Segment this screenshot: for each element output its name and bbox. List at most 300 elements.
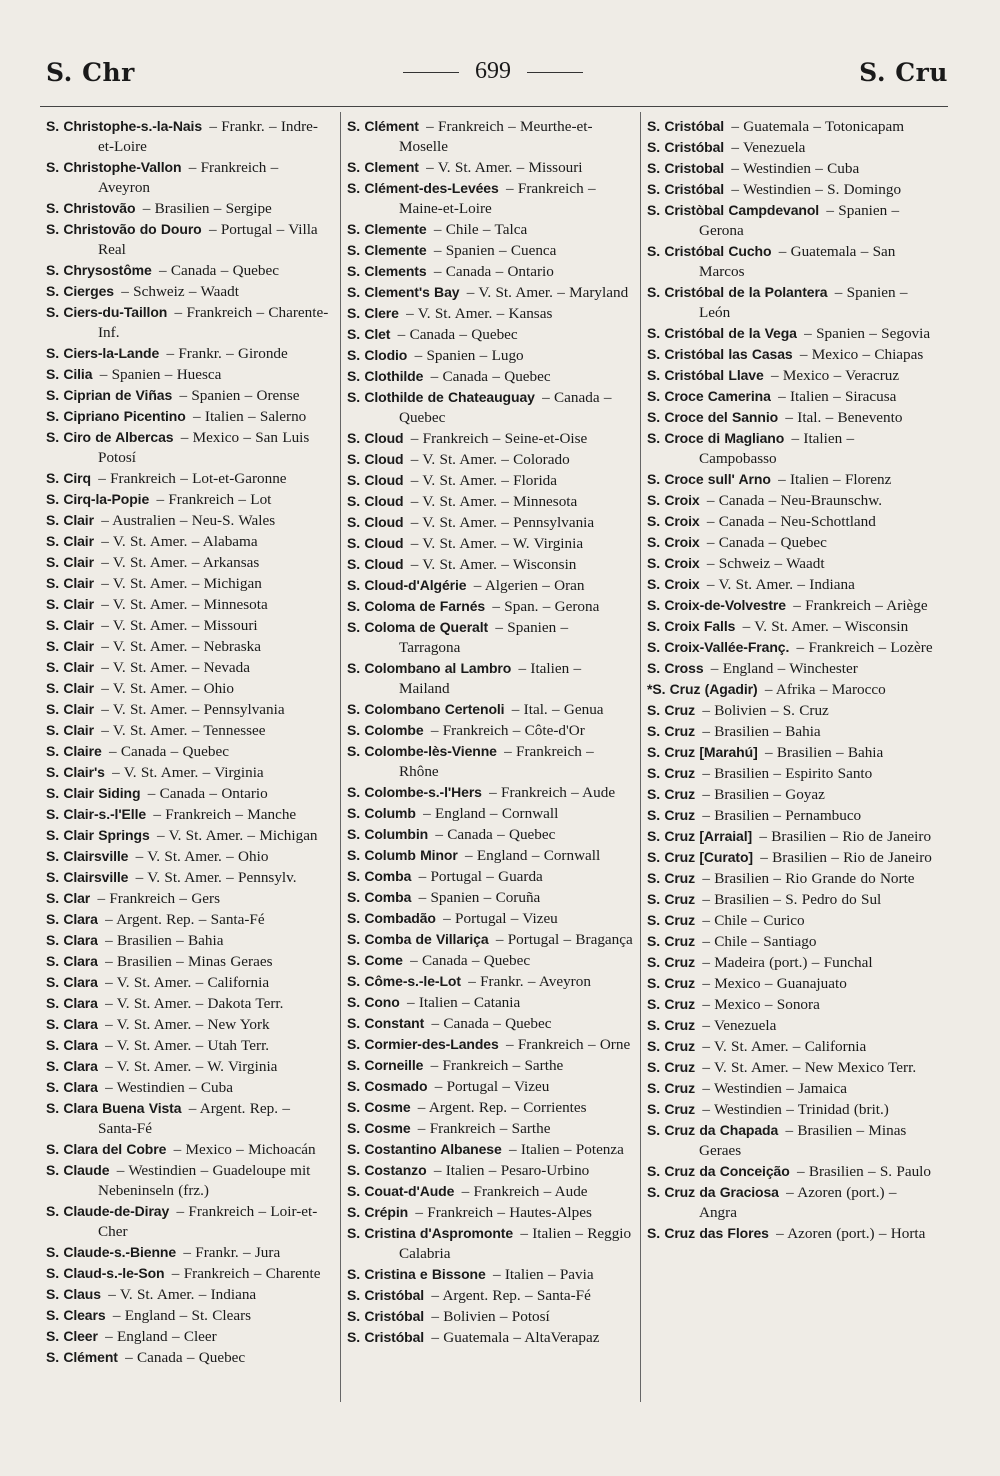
place-name: S. Cloud <box>347 430 404 446</box>
place-location: – Frankr. – Indre-et-Loire <box>98 118 318 155</box>
place-location: – Spanien – Segovia <box>804 325 931 342</box>
gazetteer-entry <box>46 951 332 972</box>
place-location: – V. St. Amer. – Virginia <box>112 764 264 781</box>
place-name: S. Croix-de-Volvestre <box>647 597 786 613</box>
gazetteer-entry <box>647 826 933 847</box>
place-name: S. Cruz <box>647 786 696 802</box>
gazetteer-entry <box>347 908 633 929</box>
gazetteer-entry <box>347 491 633 512</box>
gazetteer-entry <box>46 406 332 427</box>
place-location: – V. St. Amer. – W. Virginia <box>410 535 584 552</box>
place-name: S. Claude-s.-Bienne <box>46 1244 177 1260</box>
gazetteer-entry <box>347 887 633 908</box>
gazetteer-entry <box>347 219 633 240</box>
gazetteer-entry <box>46 260 332 281</box>
place-location: – V. St. Amer. – Wisconsin <box>742 618 909 635</box>
place-name: S. Cirq-la-Popie <box>46 491 150 507</box>
place-location: – Mexico – Veracruz <box>770 367 900 384</box>
place-location: – Bolivien – S. Cruz <box>702 702 829 719</box>
place-name: S. Clair <box>46 680 94 696</box>
gazetteer-entry <box>347 345 633 366</box>
place-name: S. Cruz <box>647 891 696 907</box>
place-name: S. Clears <box>46 1307 106 1323</box>
gazetteer-entry <box>46 573 332 594</box>
place-location: – Italien – Campobasso <box>699 430 855 467</box>
place-location: – Bolivien – Potosí <box>431 1308 550 1325</box>
place-location: – Ital. – Genua <box>511 701 604 718</box>
gazetteer-entry <box>46 993 332 1014</box>
place-location: – Portugal – Villa Real <box>98 221 318 258</box>
place-location: – Frankreich – Maine-et-Loire <box>399 180 596 217</box>
place-location: – Afrika – Marocco <box>764 681 886 698</box>
gazetteer-entry <box>46 657 332 678</box>
place-name: S. Cierges <box>46 283 114 299</box>
place-location: – Argent. Rep. – Santa-Fé <box>431 1287 591 1304</box>
place-location: – Spanien – Coruña <box>418 889 541 906</box>
place-name: S. Cristóbal <box>347 1287 425 1303</box>
place-name: S. Cross <box>647 660 704 676</box>
gazetteer-entry <box>46 1035 332 1056</box>
gazetteer-entry <box>347 387 633 428</box>
place-location: – Schweiz – Waadt <box>121 283 239 300</box>
gazetteer-entry <box>647 763 933 784</box>
place-location: – Guatemala – Totonicapam <box>731 118 905 135</box>
gazetteer-entry <box>647 282 933 323</box>
place-name: S. Cristina e Bissone <box>347 1266 486 1282</box>
place-location: – Brasilien – Rio Grande do Norte <box>702 870 915 887</box>
place-name: S. Cruz <box>647 1059 696 1075</box>
place-name: S. Couat-d'Aude <box>347 1183 455 1199</box>
place-location: – Canada – Quebec <box>125 1349 246 1366</box>
place-name: S. Cruz da Conceição <box>647 1163 790 1179</box>
gazetteer-entry <box>347 950 633 971</box>
gazetteer-entry <box>347 428 633 449</box>
place-name: S. Comba <box>347 868 412 884</box>
place-name: S. Chrysostôme <box>46 262 152 278</box>
gazetteer-entry <box>46 699 332 720</box>
gazetteer-entry <box>347 178 633 219</box>
place-name: S. Claude <box>46 1162 110 1178</box>
place-location: – Westindien – S. Domingo <box>731 181 902 198</box>
place-location: – Brasilien – Pernambuco <box>702 807 862 824</box>
place-name: S. Ciro de Albercas <box>46 429 174 445</box>
gazetteer-entry <box>347 1306 633 1327</box>
gazetteer-entry <box>347 1034 633 1055</box>
gazetteer-entry <box>347 741 633 782</box>
place-name: S. Cristóbal <box>347 1308 425 1324</box>
place-name: S. Columb <box>347 805 416 821</box>
gazetteer-entry <box>647 490 933 511</box>
place-location: – Italien – Mailand <box>399 660 582 697</box>
place-name: S. Clair <box>46 554 94 570</box>
place-name: S. Clair <box>46 722 94 738</box>
place-name: S. Croix <box>647 492 700 508</box>
gazetteer-entry <box>347 554 633 575</box>
place-name: S. Colombe-s.-l'Hers <box>347 784 482 800</box>
gazetteer-entry <box>46 1347 332 1368</box>
place-location: – Brasilien – Minas Geraes <box>699 1122 907 1159</box>
place-name: S. Clara <box>46 911 98 927</box>
place-location: – Mexico – Michoacán <box>173 1141 316 1158</box>
gazetteer-entry <box>347 699 633 720</box>
place-name: S. Columbin <box>347 826 429 842</box>
gazetteer-entry <box>647 994 933 1015</box>
place-name: S. Cosmado <box>347 1078 428 1094</box>
place-location: – V. St. Amer. – Ohio <box>101 680 234 697</box>
gazetteer-entry <box>347 261 633 282</box>
gazetteer-entry <box>46 594 332 615</box>
place-location: – V. St. Amer. – Pennsylvania <box>410 514 595 531</box>
gazetteer-entry <box>46 825 332 846</box>
place-location: – Brasilien – Minas Geraes <box>105 953 273 970</box>
gazetteer-entry <box>647 179 933 200</box>
place-name: S. Cristóbal <box>647 181 725 197</box>
gazetteer-entry <box>647 679 933 700</box>
place-name: S. Costantino Albanese <box>347 1141 502 1157</box>
place-location: – Schweiz – Waadt <box>706 555 825 572</box>
place-location: – V. St. Amer. – Michigan <box>156 827 318 844</box>
place-location: – England – St. Clears <box>112 1307 252 1324</box>
place-name: S. Columb Minor <box>347 847 458 863</box>
gazetteer-entry <box>46 804 332 825</box>
place-name: S. Cruz da Chapada <box>647 1122 779 1138</box>
gazetteer-entry <box>347 1223 633 1264</box>
place-location: – Frankreich – Aveyron <box>98 159 279 196</box>
place-name: S. Cruz [Marahú] <box>647 744 758 760</box>
gazetteer-entry <box>46 846 332 867</box>
gazetteer-entry <box>647 637 933 658</box>
column-divider-1 <box>340 112 341 1402</box>
place-location: – Canada – Quebec <box>431 1015 552 1032</box>
gazetteer-entry <box>46 1284 332 1305</box>
gazetteer-entry <box>46 615 332 636</box>
place-name: S. Cono <box>347 994 400 1010</box>
place-location: – Chile – Santiago <box>702 933 817 950</box>
place-location: – V. St. Amer. – Wisconsin <box>410 556 577 573</box>
place-location: – V. St. Amer. – Nevada <box>101 659 250 676</box>
header-left-keyword: S. Chr <box>46 58 135 87</box>
gazetteer-entry <box>46 552 332 573</box>
place-name: S. Cloud <box>347 556 404 572</box>
place-name: S. Clothilde de Chateauguay <box>347 389 535 405</box>
place-location: – Brasilien – Rio de Janeiro <box>759 828 932 845</box>
place-location: – V. St. Amer. – New York <box>105 1016 270 1033</box>
place-location: – Canada – Quebec <box>430 368 551 385</box>
place-name: S. Cloud-d'Algérie <box>347 577 467 593</box>
place-location: – Frankreich – Charente-Inf. <box>98 304 329 341</box>
place-name: S. Cristóbal <box>347 1329 425 1345</box>
place-name: S. Cruz <box>647 765 696 781</box>
gazetteer-entry <box>46 867 332 888</box>
place-name: S. Croix <box>647 534 700 550</box>
place-location: – Frankreich – Charente <box>171 1265 321 1282</box>
gazetteer-entry <box>347 1097 633 1118</box>
place-name: S. Clement's Bay <box>347 284 460 300</box>
place-name: S. Clair <box>46 512 94 528</box>
place-location: – Brasilien – Goyaz <box>702 786 825 803</box>
header-dash-right <box>527 72 583 73</box>
gazetteer-entry <box>46 1263 332 1284</box>
gazetteer-entry <box>647 1078 933 1099</box>
place-location: – Italien – Catania <box>406 994 521 1011</box>
gazetteer-entry <box>347 596 633 617</box>
gazetteer-entry <box>46 198 332 219</box>
place-name: S. Croix <box>647 555 700 571</box>
gazetteer-entry <box>347 1076 633 1097</box>
gazetteer-entry <box>647 241 933 282</box>
gazetteer-entry <box>46 1098 332 1139</box>
gazetteer-entry <box>347 617 633 658</box>
gazetteer-entry <box>347 1118 633 1139</box>
place-location: – V. St. Amer. – Pennsylvania <box>101 701 285 718</box>
place-location: – Westindien – Cuba <box>105 1079 233 1096</box>
place-name: S. Clair <box>46 533 94 549</box>
gazetteer-entry <box>46 157 332 198</box>
place-name: S. Clemente <box>347 221 427 237</box>
gazetteer-entry <box>46 741 332 762</box>
gazetteer-entry <box>647 323 933 344</box>
place-location: – Westindien – Guadeloupe mit Nebeninseln (frz.) <box>98 1162 311 1199</box>
place-location: – Canada – Ontario <box>433 263 554 280</box>
place-name: S. Ciers-du-Taillon <box>46 304 168 320</box>
place-name: S. Colombano Certenoli <box>347 701 505 717</box>
place-name: S. Clair-s.-l'Elle <box>46 806 147 822</box>
place-location: – Italien – Reggio Calabria <box>399 1225 632 1262</box>
gazetteer-entry <box>647 805 933 826</box>
place-name: S. Cleer <box>46 1328 98 1344</box>
place-name: S. Clar <box>46 890 91 906</box>
place-location: – V. St. Amer. – Michigan <box>101 575 262 592</box>
gazetteer-entry <box>46 1139 332 1160</box>
place-location: – Spanien – Gerona <box>699 202 900 239</box>
place-name: S. Clet <box>347 326 391 342</box>
place-name: S. Cristóbal de la Polantera <box>647 284 828 300</box>
place-name: S. Clara Buena Vista <box>46 1100 182 1116</box>
place-location: – V. St. Amer. – Dakota Terr. <box>105 995 284 1012</box>
place-location: – Italien – Pesaro-Urbino <box>433 1162 590 1179</box>
gazetteer-entry <box>347 720 633 741</box>
place-name: S. Cloud <box>347 514 404 530</box>
place-name: S. Combadão <box>347 910 436 926</box>
gazetteer-entry <box>46 1201 332 1242</box>
gazetteer-entry <box>347 116 633 157</box>
place-location: – V. St. Amer. – Utah Terr. <box>105 1037 270 1054</box>
gazetteer-entry <box>647 428 933 469</box>
place-name: S. Christophe-Vallon <box>46 159 182 175</box>
place-name: S. Cruz [Arraial] <box>647 828 753 844</box>
gazetteer-entry <box>347 470 633 491</box>
place-location: – England – Cornwall <box>465 847 601 864</box>
place-name: S. Clements <box>347 263 427 279</box>
place-name: S. Clair <box>46 596 94 612</box>
gazetteer-entry <box>647 532 933 553</box>
place-name: S. Coloma de Farnés <box>347 598 486 614</box>
gazetteer-entry <box>647 200 933 241</box>
column-divider-2 <box>640 112 641 1402</box>
place-location: – England – Winchester <box>710 660 858 677</box>
gazetteer-entry <box>347 1055 633 1076</box>
gazetteer-entry <box>347 1285 633 1306</box>
place-name: S. Croix <box>647 576 700 592</box>
place-location: – V. St. Amer. – Kansas <box>406 305 553 322</box>
place-location: – Venezuela <box>731 139 806 156</box>
gazetteer-entry <box>647 158 933 179</box>
place-location: – Canada – Ontario <box>147 785 268 802</box>
place-location: – Frankreich – Sarthe <box>430 1057 564 1074</box>
gazetteer-entry <box>46 783 332 804</box>
place-name: S. Clair <box>46 659 94 675</box>
place-location: – Argent. Rep. – Santa-Fé <box>98 1100 290 1137</box>
place-name: S. Claus <box>46 1286 101 1302</box>
gazetteer-entry <box>347 1264 633 1285</box>
gazetteer-entry <box>647 1036 933 1057</box>
gazetteer-entry <box>46 972 332 993</box>
gazetteer-entry <box>46 116 332 157</box>
gazetteer-entry <box>647 595 933 616</box>
place-name: S. Come <box>347 952 403 968</box>
place-name: S. Crépin <box>347 1204 409 1220</box>
place-name: S. Constant <box>347 1015 425 1031</box>
gazetteer-entry <box>46 636 332 657</box>
place-name: S. Cruz <box>647 1080 696 1096</box>
gazetteer-entry <box>46 531 332 552</box>
place-location: – Venezuela <box>702 1017 777 1034</box>
place-location: – Canada – Quebec <box>108 743 229 760</box>
gazetteer-entry <box>647 847 933 868</box>
place-location: – V. St. Amer. – California <box>105 974 270 991</box>
gazetteer-entry <box>347 512 633 533</box>
place-location: – Frankreich – Lozère <box>796 639 933 656</box>
place-location: – Spanien – Huesca <box>99 366 222 383</box>
place-location: – Portugal – Guarda <box>418 868 543 885</box>
place-location: – Frankreich – Sarthe <box>417 1120 551 1137</box>
place-location: – V. St. Amer. – Tennessee <box>101 722 266 739</box>
place-location: – Brasilien – Espirito Santo <box>702 765 873 782</box>
gazetteer-entry <box>347 824 633 845</box>
place-location: – Spanien – León <box>699 284 908 321</box>
place-location: – Canada – Quebec <box>397 326 518 343</box>
header-page-number <box>38 58 948 85</box>
place-location: – Argent. Rep. – Corrientes <box>417 1099 587 1116</box>
gazetteer-entry <box>647 116 933 137</box>
place-name: S. Croce sull' Arno <box>647 471 771 487</box>
place-location: – Frankreich – Lot-et-Garonne <box>98 470 287 487</box>
gazetteer-entry <box>347 803 633 824</box>
gazetteer-entry <box>647 511 933 532</box>
header-dash-left <box>403 72 459 73</box>
place-location: – Frankr. – Jura <box>183 1244 281 1261</box>
place-location: – Canada – Quebec <box>706 534 827 551</box>
place-location: – Canada – Neu-Braunschw. <box>706 492 883 509</box>
gazetteer-entry <box>647 1120 933 1161</box>
gazetteer-entry <box>647 553 933 574</box>
place-name: S. Côme-s.-le-Lot <box>347 973 461 989</box>
place-location: – Frankreich – Hautes-Alpes <box>415 1204 592 1221</box>
place-name: S. Cloud <box>347 493 404 509</box>
gazetteer-entry <box>647 1015 933 1036</box>
gazetteer-entry <box>46 468 332 489</box>
place-location: – Frankreich – Aude <box>489 784 616 801</box>
place-name: S. Cloud <box>347 535 404 551</box>
place-name: S. Cristina d'Aspromonte <box>347 1225 514 1241</box>
place-location: – V. St. Amer. – Missouri <box>426 159 583 176</box>
place-name: S. Cloud <box>347 472 404 488</box>
place-location: – Madeira (port.) – Funchal <box>702 954 873 971</box>
place-location: – Guatemala – AltaVerapaz <box>431 1329 600 1346</box>
gazetteer-entry <box>347 782 633 803</box>
gazetteer-entry <box>46 302 332 343</box>
place-name: S. Cloud <box>347 451 404 467</box>
gazetteer-column-1 <box>46 116 332 1368</box>
page-number: 699 <box>475 58 511 84</box>
place-location: – V. St. Amer. – W. Virginia <box>105 1058 278 1075</box>
place-location: – Portugal – Vizeu <box>434 1078 550 1095</box>
place-location: – Canada – Quebec <box>435 826 556 843</box>
place-name: S. Colombano al Lambro <box>347 660 512 676</box>
place-location: – Ital. – Benevento <box>785 409 903 426</box>
place-name: S. Christovão do Douro <box>46 221 202 237</box>
place-name: S. Clere <box>347 305 399 321</box>
gazetteer-entry <box>647 407 933 428</box>
place-name: S. Clair Springs <box>46 827 150 843</box>
gazetteer-entry <box>46 1160 332 1201</box>
gazetteer-entry <box>347 575 633 596</box>
place-location: – V. St. Amer. – Pennsylv. <box>135 869 297 886</box>
place-location: – Spanien – Tarragona <box>399 619 569 656</box>
place-location: – Italien – Siracusa <box>778 388 897 405</box>
gazetteer-entry <box>647 616 933 637</box>
place-name: *S. Cruz (Agadir) <box>647 681 758 697</box>
place-name: S. Clara <box>46 974 98 990</box>
place-location: – Brasilien – Bahia <box>702 723 821 740</box>
gazetteer-entry <box>647 973 933 994</box>
gazetteer-entry <box>647 137 933 158</box>
gazetteer-entry <box>46 888 332 909</box>
place-location: – Guatemala – San Marcos <box>699 243 896 280</box>
gazetteer-entry <box>347 1160 633 1181</box>
gazetteer-entry <box>46 1077 332 1098</box>
place-name: S. Cristóbal <box>647 139 725 155</box>
place-name: S. Cruz <box>647 807 696 823</box>
place-location: – Frankreich – Rhône <box>399 743 594 780</box>
place-name: S. Clairsville <box>46 848 129 864</box>
place-name: S. Clara <box>46 1079 98 1095</box>
header-right-keyword: S. Cru <box>859 58 948 87</box>
place-name: S. Cruz <box>647 870 696 886</box>
place-location: – Spanien – Lugo <box>414 347 524 364</box>
gazetteer-entry <box>46 427 332 468</box>
place-name: S. Clément <box>46 1349 118 1365</box>
gazetteer-entry <box>347 533 633 554</box>
gazetteer-entry <box>46 1014 332 1035</box>
place-name: S. Cruz <box>647 1101 696 1117</box>
place-name: S. Clair <box>46 575 94 591</box>
gazetteer-entry <box>46 1305 332 1326</box>
place-name: S. Claire <box>46 743 102 759</box>
place-location: – Frankreich – Côte-d'Or <box>430 722 585 739</box>
place-name: S. Clair's <box>46 764 105 780</box>
place-location: – Italien – Florenz <box>778 471 892 488</box>
gazetteer-entry <box>647 952 933 973</box>
place-location: – Chile – Curico <box>702 912 805 929</box>
gazetteer-entry <box>46 762 332 783</box>
place-name: S. Costanzo <box>347 1162 427 1178</box>
place-location: – V. St. Amer. – Nebraska <box>101 638 261 655</box>
place-location: – V. St. Amer. – Minnesota <box>101 596 268 613</box>
place-location: – Brasilien – Bahia <box>105 932 224 949</box>
gazetteer-entry <box>647 1099 933 1120</box>
place-name: S. Clair <box>46 617 94 633</box>
